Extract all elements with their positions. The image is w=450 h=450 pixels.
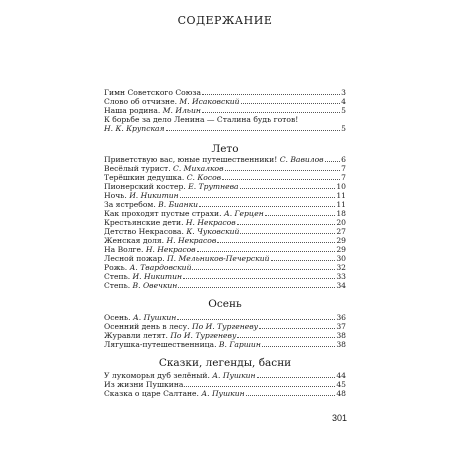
entry-page-number: 18: [336, 209, 346, 218]
entry-author: И. Никитин: [129, 191, 179, 200]
entry-author: В. Гаршин: [218, 340, 261, 349]
leader-dots: [237, 337, 335, 338]
section-list-tales: [104, 371, 346, 398]
toc-entry: [104, 331, 346, 340]
entry-page-number: 33: [336, 272, 346, 281]
toc-entry: [104, 236, 346, 245]
leader-dots: [240, 233, 335, 234]
entry-author: А. Твардовский: [129, 263, 192, 272]
entry-author: С. Вавилов: [279, 155, 324, 164]
toc-entry: [104, 218, 346, 227]
entry-title: Слово об отчизне.: [104, 97, 177, 106]
section-title-autumn: Осень: [208, 298, 242, 310]
entry-title: Наша родина.: [104, 106, 161, 115]
toc-entry: [104, 322, 346, 331]
entry-author: А. Герцен: [223, 209, 264, 218]
toc-entry: [104, 254, 346, 263]
entry-title: Лесной пожар.: [104, 254, 165, 263]
entry-author: С. Косов: [186, 173, 222, 182]
entry-title: Сказка о царе Салтане.: [104, 389, 199, 398]
entry-title: Весёлый турист.: [104, 164, 171, 173]
toc-entry: [104, 272, 346, 281]
entry-title: К борьбе за дело Ленина — Сталина будь готов!: [104, 115, 299, 124]
page-number: 301: [332, 413, 348, 423]
leader-dots: [166, 130, 341, 131]
entry-author: А. Пушкин: [201, 389, 245, 398]
leader-dots: [241, 103, 341, 104]
entry-title: Лягушка-путешественница.: [104, 340, 217, 349]
entry-author: По И. Тургеневу: [170, 331, 237, 340]
entry-page-number: 30: [336, 254, 346, 263]
entry-page-number: 11: [336, 191, 346, 200]
section-title-tales: Сказки, легенды, басни: [158, 357, 292, 369]
entry-page-number: 32: [336, 263, 346, 272]
entry-page-number: 29: [336, 236, 346, 245]
page-title: СОДЕРЖАНИЕ: [177, 14, 273, 27]
entry-page-number: 6: [341, 155, 346, 164]
leader-dots: [180, 197, 336, 198]
toc-entry: [104, 389, 346, 398]
leader-dots: [217, 242, 335, 243]
entry-title: Женская доля.: [104, 236, 165, 245]
entry-title: За ястребом.: [104, 200, 156, 209]
toc-entry: [104, 227, 346, 236]
entry-title: Как проходят пустые страхи.: [104, 209, 222, 218]
entry-page-number: 34: [336, 281, 346, 290]
entry-title: Ночь.: [104, 191, 127, 200]
entry-page-number: 38: [336, 331, 346, 340]
entry-title: Журавли летят.: [104, 331, 168, 340]
entry-author: П. Мельников-Печерский: [167, 254, 270, 263]
leader-dots: [177, 319, 335, 320]
leader-dots: [325, 161, 341, 162]
leader-dots: [271, 260, 336, 261]
entry-author: А. Пушкин: [133, 313, 177, 322]
entry-author: Е. Трутнева: [188, 182, 239, 191]
entry-page-number: 5: [341, 106, 346, 115]
entry-page-number: 44: [336, 371, 346, 380]
entry-author: Н. Некрасов: [185, 218, 236, 227]
toc-entry: [104, 371, 346, 380]
leader-dots: [202, 112, 340, 113]
entry-page-number: 3: [341, 88, 346, 97]
entry-page-number: 45: [336, 380, 346, 389]
intro-list: [104, 88, 346, 133]
leader-dots: [257, 377, 336, 378]
toc-entry: [104, 281, 346, 290]
entry-author: В. Овечкин: [132, 281, 178, 290]
entry-page-number: 38: [336, 340, 346, 349]
leader-dots: [199, 206, 335, 207]
leader-dots: [184, 386, 335, 387]
entry-title: Осенний день в лесу.: [104, 322, 190, 331]
section-title-summer: Лето: [211, 143, 239, 155]
toc-entry: [104, 106, 346, 115]
entry-page-number: 10: [336, 182, 346, 191]
leader-dots: [178, 287, 335, 288]
section-list-autumn: [104, 313, 346, 349]
entry-page-number: 29: [336, 245, 346, 254]
entry-page-number: 7: [341, 173, 346, 182]
leader-dots: [225, 170, 341, 171]
entry-title: Крестьянские дети.: [104, 218, 184, 227]
leader-dots: [246, 395, 336, 396]
toc-entry: [104, 182, 346, 191]
entry-author: М. Ильин: [162, 106, 201, 115]
toc-entry: [104, 124, 346, 133]
entry-author: И. Никитин: [132, 272, 183, 281]
leader-dots: [265, 215, 336, 216]
entry-author: Н. Некрасов: [166, 236, 217, 245]
entry-author: М. Исаковский: [179, 97, 240, 106]
toc-entry: [104, 115, 346, 124]
entry-page-number: 5: [341, 124, 346, 133]
toc-entry: [104, 380, 346, 389]
entry-author: Н. К. Крупская: [104, 124, 165, 133]
entry-page-number: 48: [336, 389, 346, 398]
toc-entry: [104, 173, 346, 182]
toc-entry: [104, 263, 346, 272]
toc-entry: [104, 155, 346, 164]
entry-page-number: 11: [336, 200, 346, 209]
entry-author: Н. Некрасов: [145, 245, 196, 254]
leader-dots: [237, 224, 336, 225]
toc-entry: [104, 340, 346, 349]
toc-entry: [104, 313, 346, 322]
leader-dots: [202, 94, 340, 95]
entry-title: У лукоморья дуб зелёный.: [104, 371, 210, 380]
toc-entry: [104, 164, 346, 173]
entry-author: С. Михалков: [173, 164, 224, 173]
entry-author: По И. Тургеневу: [191, 322, 259, 331]
entry-title: На Волге.: [104, 245, 144, 254]
entry-title: Осень.: [104, 313, 131, 322]
entry-page-number: 27: [336, 227, 346, 236]
leader-dots: [183, 278, 335, 279]
entry-page-number: 7: [341, 164, 346, 173]
toc-entry: [104, 245, 346, 254]
entry-title: Гимн Советского Союза: [104, 88, 202, 97]
leader-dots: [240, 188, 336, 189]
entry-author: В. Бианки: [158, 200, 199, 209]
leader-dots: [259, 328, 335, 329]
entry-page-number: 4: [341, 97, 346, 106]
toc-entry: [104, 191, 346, 200]
section-list-summer: [104, 155, 346, 290]
entry-author: К. Чуковский: [186, 227, 240, 236]
entry-page-number: 36: [336, 313, 346, 322]
toc-entry: [104, 88, 346, 97]
entry-title: Степь.: [104, 272, 131, 281]
entry-author: А. Пушкин: [212, 371, 256, 380]
leader-dots: [262, 346, 336, 347]
entry-page-number: 37: [336, 322, 346, 331]
leader-dots: [192, 269, 335, 270]
leader-dots: [222, 179, 340, 180]
entry-title: Пионерский костер.: [104, 182, 186, 191]
entry-title: Рожь.: [104, 263, 128, 272]
toc-entry: [104, 209, 346, 218]
toc-entry: [104, 200, 346, 209]
toc-entry: [104, 97, 346, 106]
leader-dots: [197, 251, 336, 252]
entry-title: Детство Некрасова.: [104, 227, 184, 236]
entry-page-number: 20: [336, 218, 346, 227]
entry-title: Приветствую вас, юные путешественники!: [104, 155, 278, 164]
entry-title: Из жизни Пушкина: [104, 380, 184, 389]
entry-title: Степь.: [104, 281, 131, 290]
entry-title: Терёшкин дедушка.: [104, 173, 185, 182]
